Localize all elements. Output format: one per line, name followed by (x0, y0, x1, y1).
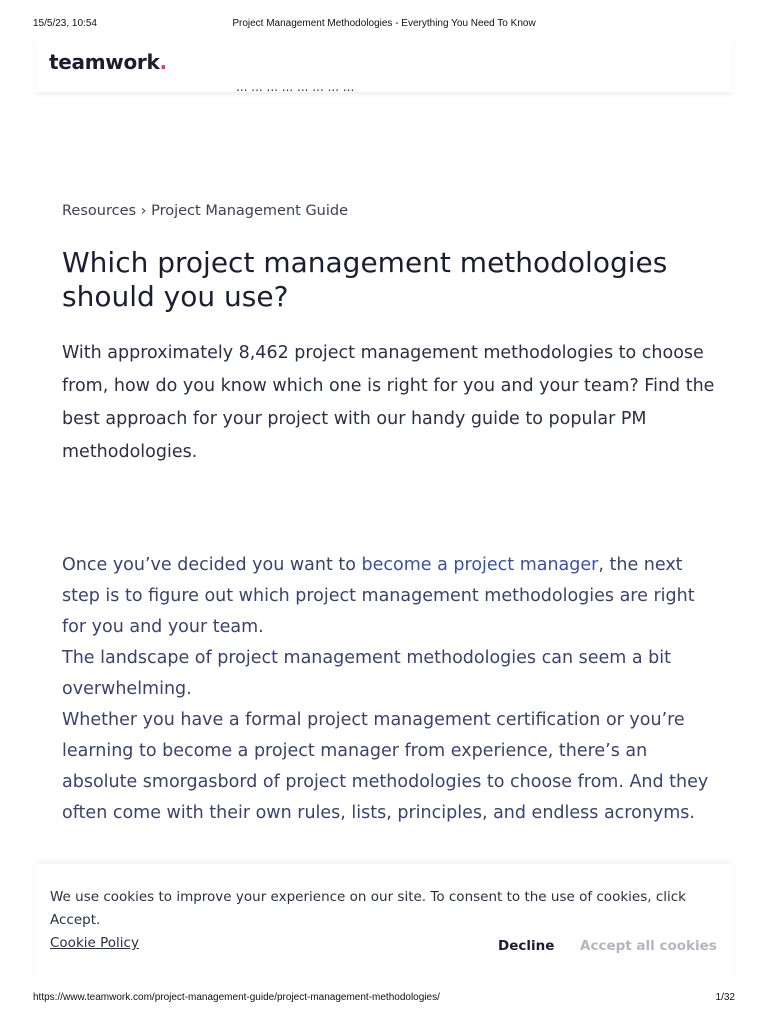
become-project-manager-link[interactable]: become a project manager (361, 555, 599, 575)
breadcrumb (62, 203, 348, 219)
cookie-banner (36, 864, 732, 976)
lead-paragraph: With approximately 8,462 project management methodologies to choose from, how do you know which one is right for you and your team? Find the best approach for your project with our handy guide to popular PM methodologies. (62, 343, 715, 462)
cookie-message: We use cookies to improve your experience on our site. To consent to the use of cookies, click Accept. Cookie Policy (50, 889, 686, 951)
breadcrumb-separator: › (140, 203, 147, 219)
decline-button[interactable]: Decline (498, 938, 555, 954)
body-paragraph-3: Whether you have a formal project management certification or you’re learning to become a project manager from experience, there’s an absolute smorgasbord of project methodologies to choose from. And they often come with their own rules, lists, principles, and endless acronyms. (62, 710, 709, 823)
page-title: Which project management methodologies should you use? (62, 246, 668, 313)
body-paragraph-1: Once you’ve decided you want to become a project manager, the next step is to figure out which project management methodologies are right for you and your team. (62, 555, 695, 637)
print-page-number: 1/32 (715, 992, 735, 1003)
print-footer (0, 992, 768, 1006)
breadcrumb-item-pm-guide[interactable]: Project Management Guide (151, 203, 349, 219)
teamwork-logo[interactable] (49, 50, 167, 74)
site-header (36, 40, 732, 92)
header-peek-text: ... ... ... ... ... ... ... ... (236, 80, 355, 92)
cookie-policy-link[interactable]: Cookie Policy (50, 935, 139, 951)
print-datetime: 15/5/23, 10:54 (33, 18, 97, 29)
body-paragraph-2: The landscape of project management methodologies can seem a bit overwhelming. (62, 648, 671, 699)
logo-text: teamwork (49, 50, 160, 74)
logo-dot: . (159, 50, 167, 74)
print-header (0, 18, 768, 32)
print-url: https://www.teamwork.com/project-management-guide/project-management-methodologies/ (33, 992, 440, 1003)
breadcrumb-item-resources[interactable]: Resources (62, 203, 137, 219)
article-body (62, 550, 722, 829)
accept-all-cookies-button[interactable]: Accept all cookies (580, 938, 717, 954)
print-page-title: Project Management Methodologies - Everything You Need To Know (232, 18, 536, 29)
header-peek-link[interactable]: ... ... ... (312, 80, 355, 92)
